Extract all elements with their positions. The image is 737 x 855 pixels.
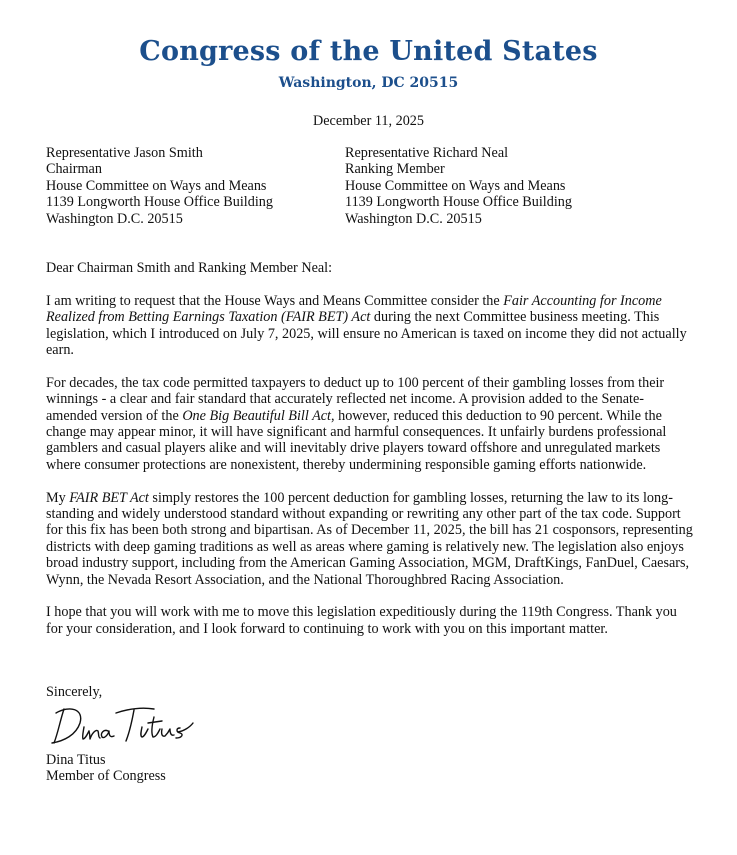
recipient-name: Representative Jason Smith <box>46 145 203 161</box>
recipient-city: Washington D.C. 20515 <box>345 210 482 227</box>
signer-name: Dina Titus <box>46 752 106 768</box>
letter-body <box>46 260 694 654</box>
salutation: Dear Chairman Smith and Ranking Member Neal: <box>46 260 333 276</box>
paragraph-text: I am writing to request that the House Ways and Means Committee consider the <box>46 292 504 309</box>
paragraph-text: , however, reduced this deduction to 90 percent. While the change may appear minor, it will have significant and harmful consequences. It unfairly burdens professional gamblers and casual players alike and will inevitably drive players toward offshore and unregulated markets where consumer protections are nonexistent, thereby undermining responsible gaming efforts nationwide. <box>46 407 667 473</box>
recipient-office: 1139 Longworth House Office Building <box>46 194 273 211</box>
closing: Sincerely, <box>46 684 103 700</box>
bill-title-italic: Fair Accounting for Income Realized from Betting Earnings Taxation (FAIR BET) Act <box>46 292 662 326</box>
recipient-office: 1139 Longworth House Office Building <box>345 194 572 211</box>
recipient-name: Representative Richard Neal <box>345 145 509 161</box>
paragraph-background <box>46 375 694 473</box>
bill-title-italic: One Big Beautiful Bill Act <box>182 407 331 424</box>
recipient-block-left <box>46 145 273 227</box>
recipient-committee: House Committee on Ways and Means <box>46 177 267 194</box>
signer-title: Member of Congress <box>46 768 166 785</box>
letterhead <box>0 34 737 94</box>
recipient-city: Washington D.C. 20515 <box>46 210 183 227</box>
letterhead-subtitle: Washington, DC 20515 <box>278 75 459 91</box>
paragraph-text: My <box>46 489 70 506</box>
paragraph-support <box>46 490 694 588</box>
recipient-role: Ranking Member <box>345 161 445 178</box>
signer-block <box>46 752 166 785</box>
bill-title-italic: FAIR BET Act <box>69 489 149 506</box>
recipient-block-right <box>345 145 572 227</box>
paragraph-closing: I hope that you will work with me to move this legislation expeditiously during the 119th Congress. Thank you for your consideration, and I look forward to continuing to work with you on this important matter. <box>46 604 677 637</box>
letter-date: December 11, 2025 <box>313 113 424 129</box>
signature-image <box>50 701 195 747</box>
paragraph-text: during the next Committee business meeting. This legislation, which I introduced on July 7, 2025, will ensure no American is taxed on income they did not actually earn. <box>46 309 687 359</box>
paragraph-request <box>46 293 694 359</box>
recipient-committee: House Committee on Ways and Means <box>345 177 566 194</box>
paragraph-text: simply restores the 100 percent deduction for gambling losses, returning the law to its long-standing and widely understood standard without expanding or rewriting any other part of the tax code. Support for this fix has been both strong and bipartisan. As of December 11, 2025, the bill has 21 cosponsors, representing districts with deep gaming traditions as well as areas where gaming is relatively new. The legislation also enjoys broad industry support, including from the American Gaming Association, MGM, DraftKings, FanDuel, Caesars, Wynn, the Nevada Resort Association, and the National Thoroughbred Racing Association. <box>46 489 693 588</box>
paragraph-text: For decades, the tax code permitted taxpayers to deduct up to 100 percent of their gambling losses from their winnings - a clear and fair standard that accurately reflected net income. A provision added to the Senate-amended version of the <box>46 374 665 424</box>
recipient-role: Chairman <box>46 161 102 178</box>
letterhead-title: Congress of the United States <box>139 36 598 67</box>
